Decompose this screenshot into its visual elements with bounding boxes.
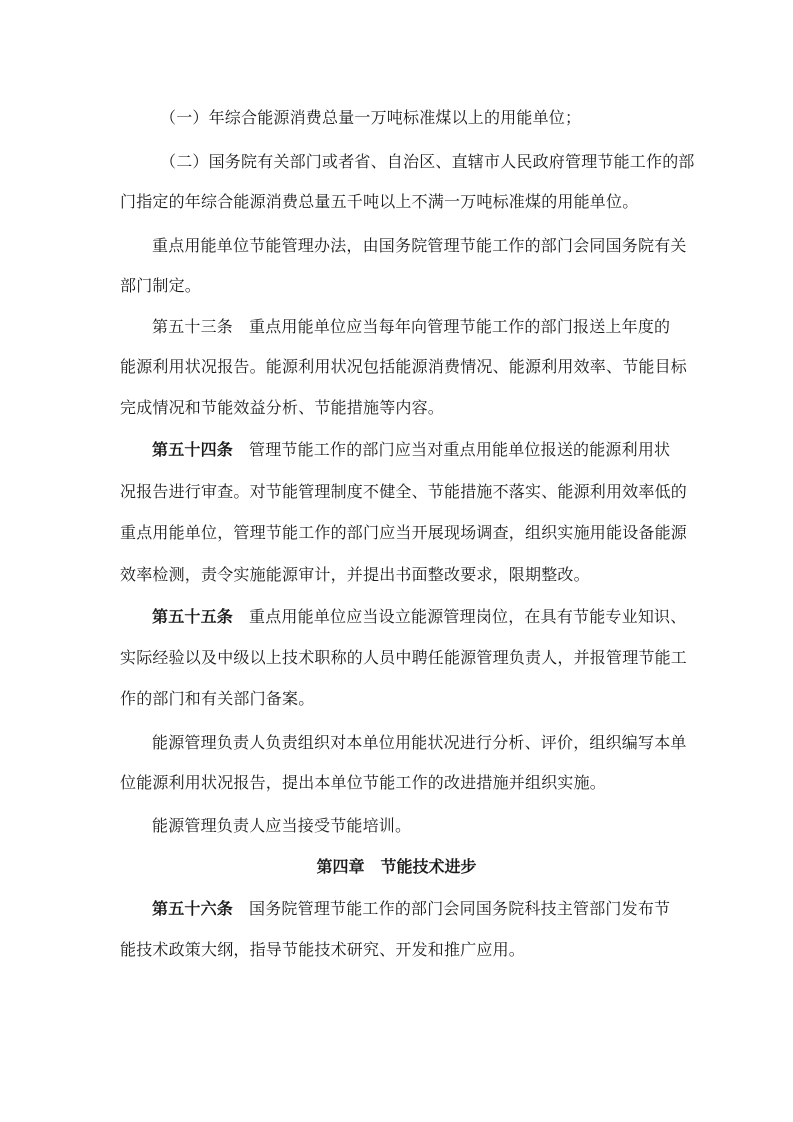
article-55-text: 重点用能单位应当设立能源管理岗位，在具有节能专业知识、 xyxy=(249,607,687,626)
article-53-line-3: 完成情况和节能效益分析、节能措施等内容。 xyxy=(120,398,445,417)
training-paragraph: 能源管理负责人应当接受节能培训。 xyxy=(152,816,412,835)
rules-paragraph-line-1: 重点用能单位节能管理办法，由国务院管理节能工作的部门会同国务院有关 xyxy=(152,236,687,255)
article-53-line-2: 能源利用状况报告。能源利用状况包括能源消费情况、能源利用效率、节能目标 xyxy=(120,357,688,376)
article-55-line-1 xyxy=(152,607,708,627)
article-55-line-2: 实际经验以及中级以上技术职称的人员中聘任能源管理负责人，并报管理节能工 xyxy=(120,648,688,667)
article-53-label: 第五十三条 xyxy=(152,317,234,336)
article-54-label: 第五十四条 xyxy=(152,440,234,459)
rules-paragraph-line-2: 部门制定。 xyxy=(120,276,202,295)
article-56-line-2: 能技术政策大纲，指导节能技术研究、开发和推广应用。 xyxy=(120,940,526,959)
article-55-label: 第五十五条 xyxy=(152,607,234,626)
item-two-line-1: （二）国务院有关部门或者省、自治区、直辖市人民政府管理节能工作的部 xyxy=(160,152,695,171)
article-54-line-3: 重点用能单位，管理节能工作的部门应当开展现场调查，组织实施用能设备能源 xyxy=(120,523,688,542)
chapter-4-heading: 第四章 节能技术进步 xyxy=(316,857,477,876)
item-two-line-2: 门指定的年综合能源消费总量五千吨以上不满一万吨标准煤的用能单位。 xyxy=(120,192,639,211)
manager-paragraph-line-2: 位能源利用状况报告，提出本单位节能工作的改进措施并组织实施。 xyxy=(120,773,607,792)
article-56-line-1 xyxy=(152,899,708,919)
article-54-line-2: 况报告进行审查。对节能管理制度不健全、节能措施不落实、能源利用效率低的 xyxy=(120,482,688,501)
article-53-text: 重点用能单位应当每年向管理节能工作的部门报送上年度的 xyxy=(249,317,671,336)
article-54-line-4: 效率检测，责令实施能源审计，并提出书面整改要求，限期整改。 xyxy=(120,565,590,584)
article-54-line-1 xyxy=(152,440,708,460)
article-53-line-1 xyxy=(152,317,708,337)
manager-paragraph-line-1: 能源管理负责人负责组织对本单位用能状况进行分析、评价，组织编写本单 xyxy=(152,733,687,752)
article-56-text: 国务院管理节能工作的部门会同国务院科技主管部门发布节 xyxy=(249,899,671,918)
item-one: （一）年综合能源消费总量一万吨标准煤以上的用能单位； xyxy=(160,108,582,127)
article-56-label: 第五十六条 xyxy=(152,899,234,918)
article-55-line-3: 作的部门和有关部门备案。 xyxy=(120,689,315,708)
article-54-text: 管理节能工作的部门应当对重点用能单位报送的能源利用状 xyxy=(249,440,671,459)
